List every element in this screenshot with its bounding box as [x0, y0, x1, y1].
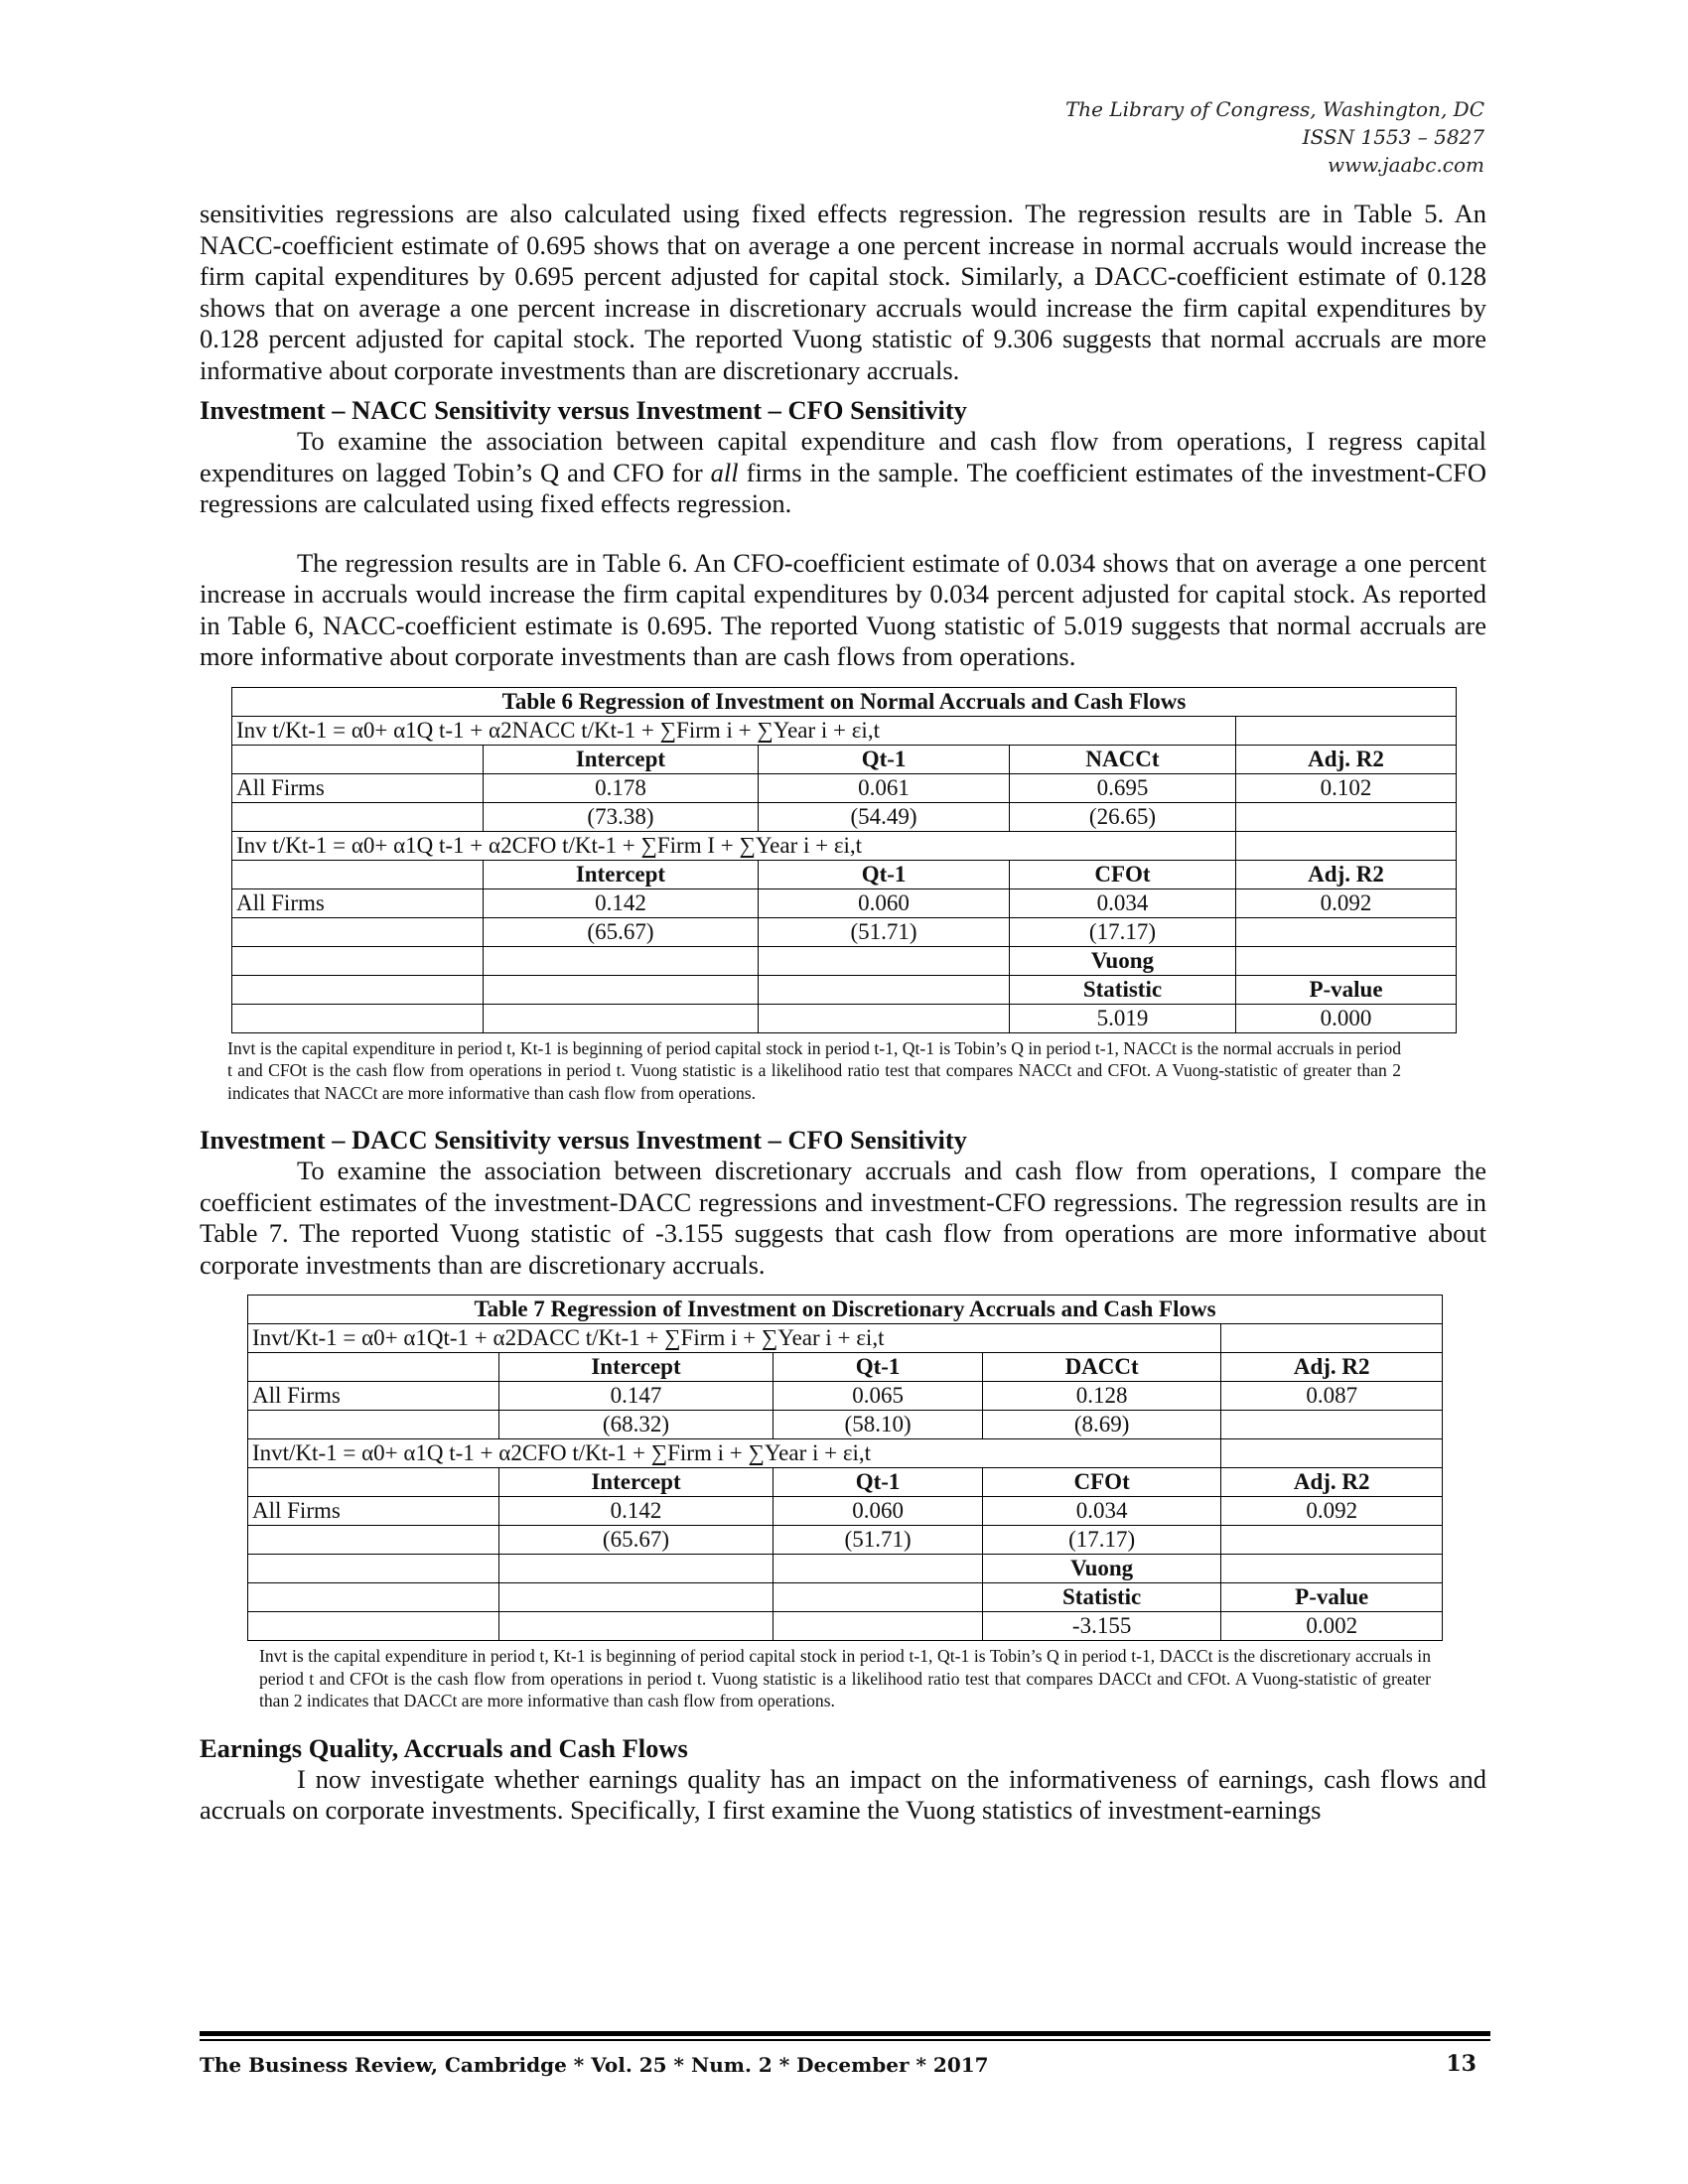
emphasis-text: all	[710, 457, 739, 487]
column-header: Statistic	[1009, 975, 1235, 1004]
table-cell: 0.092	[1236, 888, 1457, 917]
table-cell: (65.67)	[483, 917, 758, 946]
header-website: www.jaabc.com	[1328, 153, 1484, 177]
row-label: All Firms	[232, 888, 484, 917]
p-value: 0.002	[1221, 1612, 1443, 1641]
table-cell: (51.71)	[774, 1526, 983, 1555]
column-header: Qt-1	[774, 1353, 983, 1382]
column-header: Qt-1	[774, 1468, 983, 1497]
model-equation: Invt/Kt-1 = α0+ α1Qt-1 + α2DACC t/Kt-1 + ∑Firm i + ∑Year i + εi,t	[248, 1324, 1221, 1353]
column-header: Intercept	[498, 1468, 774, 1497]
regression-table	[231, 687, 1457, 1033]
column-header: Intercept	[498, 1353, 774, 1382]
section-heading: Investment – NACC Sensitivity versus Investment – CFO Sensitivity	[200, 395, 967, 425]
table-cell: (17.17)	[982, 1526, 1221, 1555]
table-cell: 0.695	[1009, 773, 1235, 802]
table-cell: (26.65)	[1009, 802, 1235, 831]
column-header: Qt-1	[759, 860, 1010, 888]
section-heading: Earnings Quality, Accruals and Cash Flows	[200, 1732, 688, 1763]
table-cell: 0.060	[774, 1497, 983, 1526]
row-label: All Firms	[248, 1382, 499, 1411]
column-header: NACCt	[1009, 745, 1235, 773]
table-cell: 0.102	[1236, 773, 1457, 802]
table-cell: 0.092	[1221, 1497, 1443, 1526]
table-6	[231, 687, 1457, 1033]
table-title: Table 7 Regression of Investment on Discretionary Accruals and Cash Flows	[248, 1296, 1443, 1324]
running-header	[1065, 95, 1484, 179]
footer-rule	[200, 2039, 1490, 2041]
main-content	[200, 199, 1486, 1827]
table-cell: (8.69)	[982, 1411, 1221, 1439]
table-cell: 0.034	[982, 1497, 1221, 1526]
table-cell: 0.061	[759, 773, 1010, 802]
table-cell: (58.10)	[774, 1411, 983, 1439]
paragraph: sensitivities regressions are also calculated using fixed effects regression. The regression results are in Table 5. An NACC-coefficient estimate of 0.695 shows that on average a one percent increase in normal accruals would increase the firm capital expenditures by 0.695 percent adjusted for capital stock. Similarly, a DACC-coefficient estimate of 0.128 shows that on average a one percent increase in discretionary accruals would increase the firm capital expenditures by 0.128 percent adjusted for capital stock. The reported Vuong statistic of 9.306 suggests that normal accruals are more informative about corporate investments than are discretionary accruals.	[200, 199, 1486, 385]
table-note: Invt is the capital expenditure in period t, Kt-1 is beginning of period capital stock in period t-1, Qt-1 is Tobin’s Q in period t-1, DACCt is the discretionary accruals in period t and CFOt is the cash flow from operations in period t. Vuong statistic is a likelihood ratio test that compares DACCt and CFOt. A Vuong-statistic of greater than 2 indicates that DACCt are more informative than cash flow from operations.	[259, 1646, 1431, 1710]
table-note: Invt is the capital expenditure in period t, Kt-1 is beginning of period capital stock in period t-1, Qt-1 is Tobin’s Q in period t-1, NACCt is the normal accruals in period t and CFOt is the cash flow from operations in period t. Vuong statistic is a likelihood ratio test that compares NACCt and CFOt. A Vuong-statistic of greater than 2 indicates that NACCt are more informative than cash flow from operations.	[227, 1037, 1401, 1103]
column-header: Intercept	[483, 860, 758, 888]
section-heading: Investment – DACC Sensitivity versus Investment – CFO Sensitivity	[200, 1125, 967, 1155]
column-header: P-value	[1221, 1583, 1443, 1612]
table-cell: 0.142	[498, 1497, 774, 1526]
page-number: 13	[1446, 2051, 1477, 2077]
table-cell: 0.178	[483, 773, 758, 802]
paragraph-text: firms in the sample. The coefficient estimates of the investment-CFO regressions are calculated using fixed effects regression.	[200, 457, 1486, 518]
column-header: CFOt	[1009, 860, 1235, 888]
column-header: Intercept	[483, 745, 758, 773]
footer-journal: The Business Review, Cambridge * Vol. 25 * Num. 2 * December * 2017	[200, 2053, 989, 2077]
column-header: CFOt	[982, 1468, 1221, 1497]
table-cell: 0.128	[982, 1382, 1221, 1411]
p-value: 0.000	[1236, 1004, 1457, 1032]
column-header: Adj. R2	[1221, 1353, 1443, 1382]
table-cell: (54.49)	[759, 802, 1010, 831]
table-cell: (17.17)	[1009, 917, 1235, 946]
table-7	[247, 1295, 1443, 1641]
model-equation: Inv t/Kt-1 = α0+ α1Q t-1 + α2CFO t/Kt-1 + ∑Firm I + ∑Year i + εi,t	[232, 831, 1236, 860]
column-header: Adj. R2	[1236, 745, 1457, 773]
table-cell: (51.71)	[759, 917, 1010, 946]
model-equation: Invt/Kt-1 = α0+ α1Q t-1 + α2CFO t/Kt-1 + ∑Firm i + ∑Year i + εi,t	[248, 1439, 1221, 1468]
column-header: Vuong	[982, 1555, 1221, 1583]
column-header: Statistic	[982, 1583, 1221, 1612]
paragraph: To examine the association between discretionary accruals and cash flow from operations, I compare the coefficient estimates of the investment-DACC regressions and investment-CFO regressions. The regression results are in Table 7. The reported Vuong statistic of -3.155 suggests that cash flow from operations are more informative about corporate investments than are discretionary accruals.	[200, 1156, 1486, 1280]
row-label: All Firms	[248, 1497, 499, 1526]
table-cell: (68.32)	[498, 1411, 774, 1439]
column-header: Vuong	[1009, 946, 1235, 975]
column-header: Qt-1	[759, 745, 1010, 773]
model-equation: Inv t/Kt-1 = α0+ α1Q t-1 + α2NACC t/Kt-1 + ∑Firm i + ∑Year i + εi,t	[232, 716, 1236, 745]
column-header: Adj. R2	[1221, 1468, 1443, 1497]
footer-rule	[200, 2031, 1490, 2036]
vuong-statistic: 5.019	[1009, 1004, 1235, 1032]
paragraph-text: To examine the association between capital expenditure and cash flow from operations, I regress capital expenditures on lagged Tobin’s Q and CFO for	[200, 426, 1486, 487]
column-header: Adj. R2	[1236, 860, 1457, 888]
table-cell: 0.065	[774, 1382, 983, 1411]
table-cell: 0.087	[1221, 1382, 1443, 1411]
table-cell: 0.034	[1009, 888, 1235, 917]
column-header: DACCt	[982, 1353, 1221, 1382]
paragraph: The regression results are in Table 6. An CFO-coefficient estimate of 0.034 shows that on average a one percent increase in accruals would increase the firm capital expenditures by 0.034 percent adjusted for capital stock. As reported in Table 6, NACC-coefficient estimate is 0.695. The reported Vuong statistic of 5.019 suggests that normal accruals are more informative about corporate investments than are cash flows from operations.	[200, 547, 1486, 671]
table-cell: (73.38)	[483, 802, 758, 831]
paragraph	[200, 426, 1486, 520]
paragraph: I now investigate whether earnings quality has an impact on the informativeness of earnings, cash flows and accruals on corporate investments. Specifically, I first examine the Vuong statistics of investment-earnings	[200, 1763, 1486, 1825]
table-title: Table 6 Regression of Investment on Normal Accruals and Cash Flows	[232, 687, 1457, 716]
table-cell: 0.060	[759, 888, 1010, 917]
regression-table	[247, 1295, 1443, 1641]
column-header: P-value	[1236, 975, 1457, 1004]
table-cell: 0.147	[498, 1382, 774, 1411]
table-cell: 0.142	[483, 888, 758, 917]
row-label: All Firms	[232, 773, 484, 802]
header-publisher: The Library of Congress, Washington, DC	[1064, 97, 1484, 121]
table-cell: (65.67)	[498, 1526, 774, 1555]
header-issn: ISSN 1553 – 5827	[1302, 125, 1484, 149]
vuong-statistic: -3.155	[982, 1612, 1221, 1641]
